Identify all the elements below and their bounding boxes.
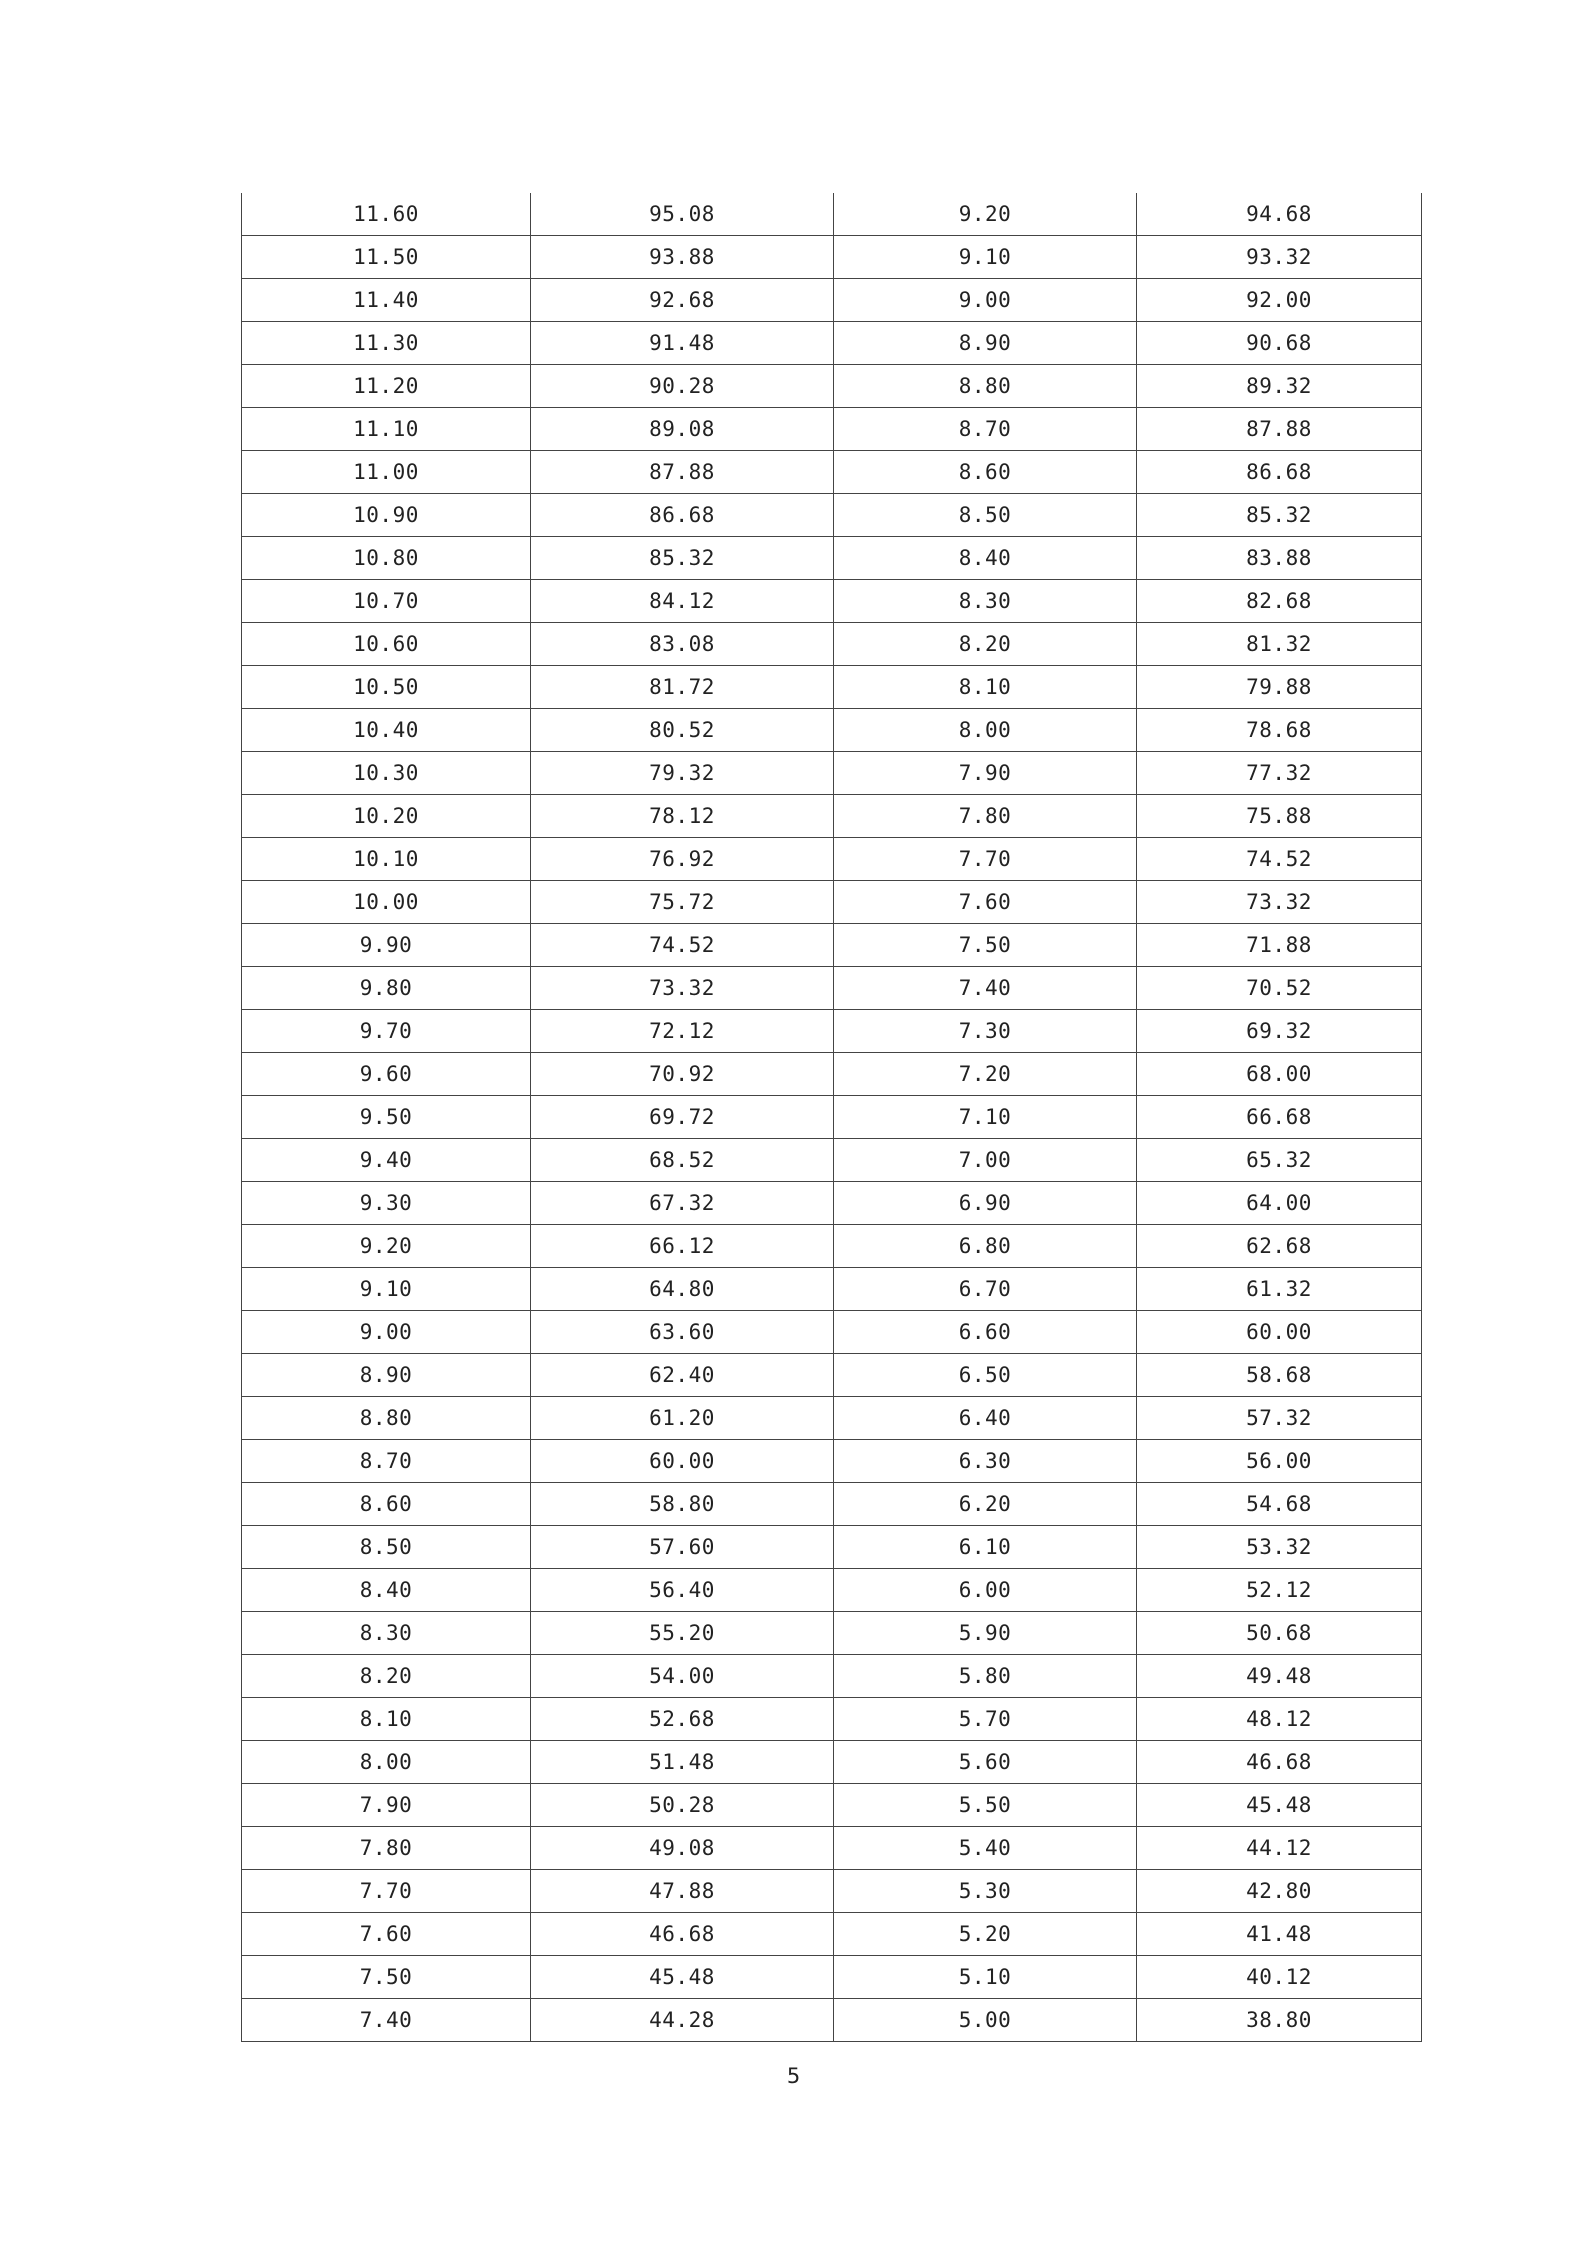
- table-cell: 45.48: [1137, 1784, 1422, 1827]
- table-cell: 10.90: [242, 494, 531, 537]
- table-row: [242, 279, 1422, 322]
- table-row: [242, 537, 1422, 580]
- table-cell: 51.48: [531, 1741, 834, 1784]
- table-row: [242, 709, 1422, 752]
- table-row: [242, 1999, 1422, 2042]
- table-cell: 65.32: [1137, 1139, 1422, 1182]
- table-cell: 44.28: [531, 1999, 834, 2042]
- table-cell: 56.40: [531, 1569, 834, 1612]
- table-row: [242, 1440, 1422, 1483]
- table-cell: 50.68: [1137, 1612, 1422, 1655]
- table-cell: 10.70: [242, 580, 531, 623]
- table-cell: 7.60: [834, 881, 1137, 924]
- table-cell: 74.52: [531, 924, 834, 967]
- table-cell: 94.68: [1137, 193, 1422, 236]
- table-cell: 6.80: [834, 1225, 1137, 1268]
- table-cell: 8.60: [834, 451, 1137, 494]
- table-cell: 10.20: [242, 795, 531, 838]
- table-cell: 53.32: [1137, 1526, 1422, 1569]
- table-cell: 7.90: [834, 752, 1137, 795]
- table-row: [242, 1139, 1422, 1182]
- table-cell: 78.12: [531, 795, 834, 838]
- table-cell: 8.30: [834, 580, 1137, 623]
- table-cell: 8.10: [834, 666, 1137, 709]
- table-cell: 7.70: [834, 838, 1137, 881]
- table-cell: 5.70: [834, 1698, 1137, 1741]
- page-number: 5: [786, 2064, 801, 2088]
- table-row: [242, 322, 1422, 365]
- table-cell: 73.32: [531, 967, 834, 1010]
- table-row: [242, 408, 1422, 451]
- table-row: [242, 967, 1422, 1010]
- table-cell: 7.60: [242, 1913, 531, 1956]
- table-row: [242, 752, 1422, 795]
- table-row: [242, 580, 1422, 623]
- table-row: [242, 1870, 1422, 1913]
- table-cell: 93.88: [531, 236, 834, 279]
- table-cell: 9.30: [242, 1182, 531, 1225]
- table-cell: 7.70: [242, 1870, 531, 1913]
- table-body: [242, 193, 1422, 2042]
- table-cell: 7.10: [834, 1096, 1137, 1139]
- table-cell: 52.68: [531, 1698, 834, 1741]
- table-cell: 77.32: [1137, 752, 1422, 795]
- table-cell: 75.72: [531, 881, 834, 924]
- table-cell: 58.68: [1137, 1354, 1422, 1397]
- table-cell: 69.32: [1137, 1010, 1422, 1053]
- table-row: [242, 1010, 1422, 1053]
- table-row: [242, 1612, 1422, 1655]
- table-cell: 6.10: [834, 1526, 1137, 1569]
- table-cell: 54.68: [1137, 1483, 1422, 1526]
- table-cell: 7.80: [834, 795, 1137, 838]
- table-cell: 8.20: [834, 623, 1137, 666]
- table-cell: 64.80: [531, 1268, 834, 1311]
- table-cell: 6.90: [834, 1182, 1137, 1225]
- table-cell: 5.60: [834, 1741, 1137, 1784]
- table-cell: 8.10: [242, 1698, 531, 1741]
- table-row: [242, 451, 1422, 494]
- table-row: [242, 193, 1422, 236]
- table-cell: 79.32: [531, 752, 834, 795]
- table-cell: 7.90: [242, 1784, 531, 1827]
- table-cell: 7.00: [834, 1139, 1137, 1182]
- table-cell: 93.32: [1137, 236, 1422, 279]
- table-cell: 85.32: [1137, 494, 1422, 537]
- table-cell: 44.12: [1137, 1827, 1422, 1870]
- table-row: [242, 1053, 1422, 1096]
- table-row: [242, 1956, 1422, 1999]
- table-cell: 69.72: [531, 1096, 834, 1139]
- table-cell: 74.52: [1137, 838, 1422, 881]
- table-cell: 66.68: [1137, 1096, 1422, 1139]
- table-cell: 91.48: [531, 322, 834, 365]
- table-cell: 9.40: [242, 1139, 531, 1182]
- table-cell: 8.00: [242, 1741, 531, 1784]
- table-cell: 10.80: [242, 537, 531, 580]
- table-cell: 7.30: [834, 1010, 1137, 1053]
- table-cell: 9.80: [242, 967, 531, 1010]
- table-cell: 85.32: [531, 537, 834, 580]
- table-row: [242, 365, 1422, 408]
- table-cell: 5.30: [834, 1870, 1137, 1913]
- table-cell: 9.10: [242, 1268, 531, 1311]
- table-cell: 11.40: [242, 279, 531, 322]
- table-cell: 81.72: [531, 666, 834, 709]
- table-cell: 42.80: [1137, 1870, 1422, 1913]
- table-cell: 7.80: [242, 1827, 531, 1870]
- table-cell: 83.08: [531, 623, 834, 666]
- table-row: [242, 623, 1422, 666]
- table-cell: 9.70: [242, 1010, 531, 1053]
- table-cell: 57.60: [531, 1526, 834, 1569]
- table-cell: 58.80: [531, 1483, 834, 1526]
- table-cell: 11.60: [242, 193, 531, 236]
- table-cell: 66.12: [531, 1225, 834, 1268]
- table-cell: 84.12: [531, 580, 834, 623]
- table-cell: 8.50: [242, 1526, 531, 1569]
- table-cell: 6.00: [834, 1569, 1137, 1612]
- table-cell: 5.20: [834, 1913, 1137, 1956]
- table-cell: 9.60: [242, 1053, 531, 1096]
- table-cell: 64.00: [1137, 1182, 1422, 1225]
- table-row: [242, 1698, 1422, 1741]
- table-row: [242, 236, 1422, 279]
- table-cell: 10.00: [242, 881, 531, 924]
- table-cell: 72.12: [531, 1010, 834, 1053]
- table-cell: 5.00: [834, 1999, 1137, 2042]
- table-cell: 7.50: [242, 1956, 531, 1999]
- table-cell: 55.20: [531, 1612, 834, 1655]
- table-cell: 9.10: [834, 236, 1137, 279]
- table-cell: 89.32: [1137, 365, 1422, 408]
- table-cell: 10.10: [242, 838, 531, 881]
- table-cell: 87.88: [531, 451, 834, 494]
- table-cell: 90.68: [1137, 322, 1422, 365]
- table-row: [242, 1655, 1422, 1698]
- table-cell: 48.12: [1137, 1698, 1422, 1741]
- table-cell: 81.32: [1137, 623, 1422, 666]
- table-cell: 75.88: [1137, 795, 1422, 838]
- table-cell: 8.30: [242, 1612, 531, 1655]
- table-cell: 71.88: [1137, 924, 1422, 967]
- table-cell: 7.40: [834, 967, 1137, 1010]
- table-cell: 8.90: [834, 322, 1137, 365]
- table-cell: 92.00: [1137, 279, 1422, 322]
- table-cell: 46.68: [531, 1913, 834, 1956]
- table-cell: 9.90: [242, 924, 531, 967]
- table-cell: 11.50: [242, 236, 531, 279]
- table-row: [242, 924, 1422, 967]
- table-cell: 6.70: [834, 1268, 1137, 1311]
- table-cell: 62.68: [1137, 1225, 1422, 1268]
- table-cell: 9.00: [242, 1311, 531, 1354]
- score-conversion-table: [241, 193, 1422, 2042]
- table-cell: 54.00: [531, 1655, 834, 1698]
- table-row: [242, 666, 1422, 709]
- table-cell: 5.50: [834, 1784, 1137, 1827]
- table-cell: 8.90: [242, 1354, 531, 1397]
- table-row: [242, 1526, 1422, 1569]
- table-cell: 40.12: [1137, 1956, 1422, 1999]
- table-cell: 60.00: [1137, 1311, 1422, 1354]
- table-cell: 5.90: [834, 1612, 1137, 1655]
- table-cell: 10.60: [242, 623, 531, 666]
- table-cell: 11.00: [242, 451, 531, 494]
- table-cell: 56.00: [1137, 1440, 1422, 1483]
- table-cell: 9.00: [834, 279, 1137, 322]
- table-row: [242, 494, 1422, 537]
- table-cell: 60.00: [531, 1440, 834, 1483]
- table-cell: 8.00: [834, 709, 1137, 752]
- table-cell: 82.68: [1137, 580, 1422, 623]
- table-cell: 61.20: [531, 1397, 834, 1440]
- table-cell: 10.50: [242, 666, 531, 709]
- table-row: [242, 1182, 1422, 1225]
- table-row: [242, 1784, 1422, 1827]
- table-row: [242, 881, 1422, 924]
- table-cell: 62.40: [531, 1354, 834, 1397]
- table-row: [242, 1354, 1422, 1397]
- table-cell: 38.80: [1137, 1999, 1422, 2042]
- table-cell: 57.32: [1137, 1397, 1422, 1440]
- table-cell: 11.10: [242, 408, 531, 451]
- table-cell: 89.08: [531, 408, 834, 451]
- table-cell: 83.88: [1137, 537, 1422, 580]
- table-cell: 11.30: [242, 322, 531, 365]
- table-cell: 92.68: [531, 279, 834, 322]
- table-cell: 49.08: [531, 1827, 834, 1870]
- table-cell: 8.70: [242, 1440, 531, 1483]
- table-cell: 86.68: [531, 494, 834, 537]
- table-cell: 8.60: [242, 1483, 531, 1526]
- table-row: [242, 838, 1422, 881]
- table-cell: 9.50: [242, 1096, 531, 1139]
- table-row: [242, 1397, 1422, 1440]
- table-cell: 73.32: [1137, 881, 1422, 924]
- table-cell: 78.68: [1137, 709, 1422, 752]
- table-cell: 6.30: [834, 1440, 1137, 1483]
- table-cell: 79.88: [1137, 666, 1422, 709]
- table-cell: 68.00: [1137, 1053, 1422, 1096]
- table-cell: 8.50: [834, 494, 1137, 537]
- table-cell: 8.80: [834, 365, 1137, 408]
- table-row: [242, 1268, 1422, 1311]
- table-cell: 70.92: [531, 1053, 834, 1096]
- table-cell: 61.32: [1137, 1268, 1422, 1311]
- table-cell: 6.60: [834, 1311, 1137, 1354]
- table-cell: 8.40: [834, 537, 1137, 580]
- table-cell: 86.68: [1137, 451, 1422, 494]
- table-row: [242, 1741, 1422, 1784]
- table-cell: 46.68: [1137, 1741, 1422, 1784]
- table-row: [242, 1913, 1422, 1956]
- table-cell: 63.60: [531, 1311, 834, 1354]
- table-cell: 6.40: [834, 1397, 1137, 1440]
- table-cell: 5.80: [834, 1655, 1137, 1698]
- table-cell: 7.50: [834, 924, 1137, 967]
- table-cell: 6.20: [834, 1483, 1137, 1526]
- table-cell: 9.20: [242, 1225, 531, 1268]
- table-cell: 9.20: [834, 193, 1137, 236]
- table-cell: 90.28: [531, 365, 834, 408]
- table-cell: 11.20: [242, 365, 531, 408]
- table-cell: 7.40: [242, 1999, 531, 2042]
- table-row: [242, 1827, 1422, 1870]
- table-cell: 52.12: [1137, 1569, 1422, 1612]
- table-cell: 47.88: [531, 1870, 834, 1913]
- table-cell: 70.52: [1137, 967, 1422, 1010]
- table-cell: 87.88: [1137, 408, 1422, 451]
- table-cell: 49.48: [1137, 1655, 1422, 1698]
- table-cell: 50.28: [531, 1784, 834, 1827]
- table-row: [242, 1096, 1422, 1139]
- table-cell: 7.20: [834, 1053, 1137, 1096]
- table-cell: 10.30: [242, 752, 531, 795]
- table-cell: 8.70: [834, 408, 1137, 451]
- table-cell: 76.92: [531, 838, 834, 881]
- table-cell: 8.20: [242, 1655, 531, 1698]
- table-cell: 95.08: [531, 193, 834, 236]
- table-row: [242, 795, 1422, 838]
- table-cell: 10.40: [242, 709, 531, 752]
- table-cell: 5.40: [834, 1827, 1137, 1870]
- table-cell: 80.52: [531, 709, 834, 752]
- table-cell: 45.48: [531, 1956, 834, 1999]
- table-cell: 41.48: [1137, 1913, 1422, 1956]
- table-cell: 5.10: [834, 1956, 1137, 1999]
- table-cell: 67.32: [531, 1182, 834, 1225]
- table-cell: 8.40: [242, 1569, 531, 1612]
- table-row: [242, 1225, 1422, 1268]
- table-row: [242, 1311, 1422, 1354]
- table-row: [242, 1569, 1422, 1612]
- table-cell: 6.50: [834, 1354, 1137, 1397]
- table-cell: 8.80: [242, 1397, 531, 1440]
- table-cell: 68.52: [531, 1139, 834, 1182]
- table-row: [242, 1483, 1422, 1526]
